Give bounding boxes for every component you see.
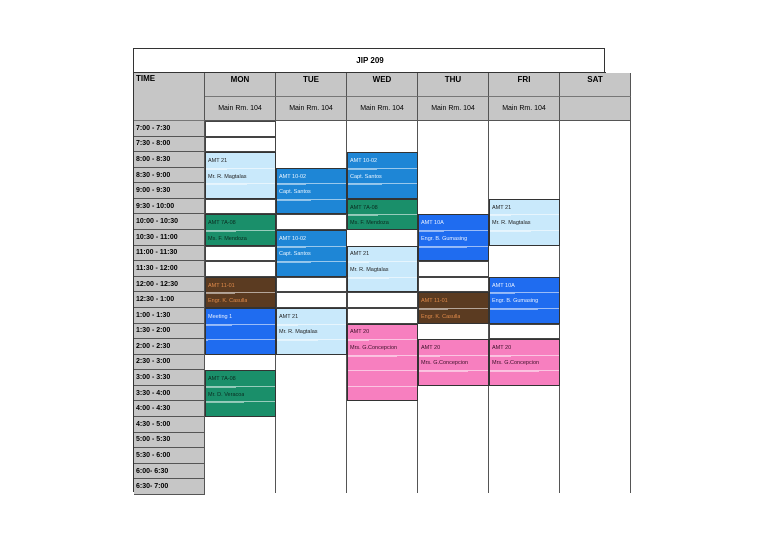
time-slot: 8:30 - 9:00 [134, 168, 205, 184]
instructor-name: Mrs. G.Concepcion [490, 356, 539, 373]
instructor-name: Ms. F. Mendoza [206, 231, 247, 248]
empty-slot [205, 137, 276, 153]
class-code: AMT 21 [206, 153, 227, 170]
class-code: AMT 21 [348, 247, 369, 264]
time-header: TIME [134, 73, 205, 121]
time-slot: 6:00- 6:30 [134, 464, 205, 480]
class-block[interactable] [489, 277, 560, 324]
instructor-name: Mr. R. Magtalas [348, 262, 389, 279]
instructor-name: Capt. Santos [277, 247, 311, 264]
class-code: AMT 10A [490, 278, 515, 295]
time-slot: 3:00 - 3:30 [134, 370, 205, 386]
class-code: AMT 10-02 [348, 153, 377, 170]
instructor-name: Mr. R. Magtalas [277, 325, 318, 342]
class-code: AMT 11-01 [206, 278, 235, 295]
empty-slot [418, 277, 489, 293]
time-slot: 6:30- 7:00 [134, 479, 205, 495]
instructor-name [206, 325, 208, 342]
time-slot: 1:30 - 2:00 [134, 324, 205, 340]
time-slot: 5:30 - 6:00 [134, 448, 205, 464]
time-slot: 7:00 - 7:30 [134, 121, 205, 137]
class-code: AMT 7A-08 [206, 215, 236, 232]
empty-slot [347, 308, 418, 324]
instructor-name: Capt. Santos [277, 184, 311, 201]
empty-slot [205, 246, 276, 262]
day-header-mon: MON [205, 73, 276, 97]
class-block[interactable] [205, 214, 276, 245]
time-slot: 10:30 - 11:00 [134, 230, 205, 246]
time-slot: 4:00 - 4:30 [134, 401, 205, 417]
instructor-name: Engr. B. Gumasing [419, 231, 467, 248]
class-block[interactable] [489, 199, 560, 246]
schedule-table [133, 48, 605, 492]
room-label: Main Rm. 104 [347, 97, 418, 121]
class-code: AMT 7A-08 [206, 371, 236, 388]
time-slot: 9:00 - 9:30 [134, 183, 205, 199]
time-slot: 10:00 - 10:30 [134, 214, 205, 230]
time-slot: 11:30 - 12:00 [134, 261, 205, 277]
instructor-name: Mrs. G.Concepcion [419, 356, 468, 373]
day-column [560, 121, 631, 493]
time-slot: 4:30 - 5:00 [134, 417, 205, 433]
time-slot: 7:30 - 8:00 [134, 137, 205, 153]
empty-slot [205, 261, 276, 277]
class-code: AMT 20 [490, 340, 511, 357]
time-slot: 12:00 - 12:30 [134, 277, 205, 293]
empty-slot [205, 121, 276, 137]
class-block[interactable] [347, 246, 418, 293]
instructor-name: Mr. R. Magtalas [490, 215, 531, 232]
class-block[interactable] [489, 339, 560, 386]
class-block[interactable] [418, 292, 489, 323]
class-block[interactable] [276, 168, 347, 215]
class-block[interactable] [276, 308, 347, 355]
class-block[interactable] [276, 230, 347, 277]
class-block[interactable] [347, 152, 418, 199]
room-label: Main Rm. 104 [418, 97, 489, 121]
class-code: AMT 11-01 [419, 293, 448, 310]
day-header-thu: THU [418, 73, 489, 97]
schedule-title: JIP 209 [134, 49, 606, 73]
class-code: AMT 20 [419, 340, 440, 357]
empty-slot [276, 214, 347, 230]
class-block[interactable] [205, 370, 276, 417]
class-code: AMT 20 [348, 325, 369, 342]
time-slot: 3:30 - 4:00 [134, 386, 205, 402]
time-slot: 1:00 - 1:30 [134, 308, 205, 324]
instructor-name: Mr. D. Veracoa [206, 387, 244, 404]
day-header-wed: WED [347, 73, 418, 97]
empty-slot [489, 324, 560, 340]
room-label: Main Rm. 104 [276, 97, 347, 121]
class-block[interactable] [418, 214, 489, 261]
time-slot: 8:00 - 8:30 [134, 152, 205, 168]
time-slot: 2:30 - 3:00 [134, 355, 205, 371]
empty-slot [418, 261, 489, 277]
class-block[interactable] [205, 308, 276, 355]
empty-slot [276, 292, 347, 308]
time-slot: 11:00 - 11:30 [134, 246, 205, 262]
instructor-name: Mr. R. Magtalas [206, 169, 247, 186]
instructor-name: Mrs. G.Concepcion [348, 340, 397, 357]
class-code: AMT 21 [490, 200, 511, 217]
day-header-fri: FRI [489, 73, 560, 97]
day-header-tue: TUE [276, 73, 347, 97]
empty-slot [205, 199, 276, 215]
instructor-name: Engr. B. Gumasing [490, 293, 538, 310]
time-slot: 5:00 - 5:30 [134, 433, 205, 449]
empty-slot [276, 277, 347, 293]
room-label [560, 97, 631, 121]
instructor-name: Ms. F. Mendoza [348, 215, 389, 232]
room-label: Main Rm. 104 [489, 97, 560, 121]
class-code: AMT 21 [277, 309, 298, 326]
class-code: AMT 10-02 [277, 231, 306, 248]
time-slot: 9:30 - 10:00 [134, 199, 205, 215]
class-code: Meeting 1 [206, 309, 232, 326]
day-header-sat: SAT [560, 73, 631, 97]
class-block[interactable] [347, 199, 418, 230]
class-code: AMT 10A [419, 215, 444, 232]
class-code: AMT 7A-08 [348, 200, 378, 217]
time-slot: 2:00 - 2:30 [134, 339, 205, 355]
instructor-name: Engr. K. Casulla [419, 309, 460, 326]
class-block[interactable] [205, 152, 276, 199]
time-slot: 12:30 - 1:00 [134, 292, 205, 308]
class-block[interactable] [347, 324, 418, 402]
class-block[interactable] [205, 277, 276, 308]
room-label: Main Rm. 104 [205, 97, 276, 121]
instructor-name: Capt. Santos [348, 169, 382, 186]
empty-slot [347, 292, 418, 308]
class-block[interactable] [418, 339, 489, 386]
class-code: AMT 10-02 [277, 169, 306, 186]
instructor-name: Engr. K. Casulla [206, 293, 247, 310]
